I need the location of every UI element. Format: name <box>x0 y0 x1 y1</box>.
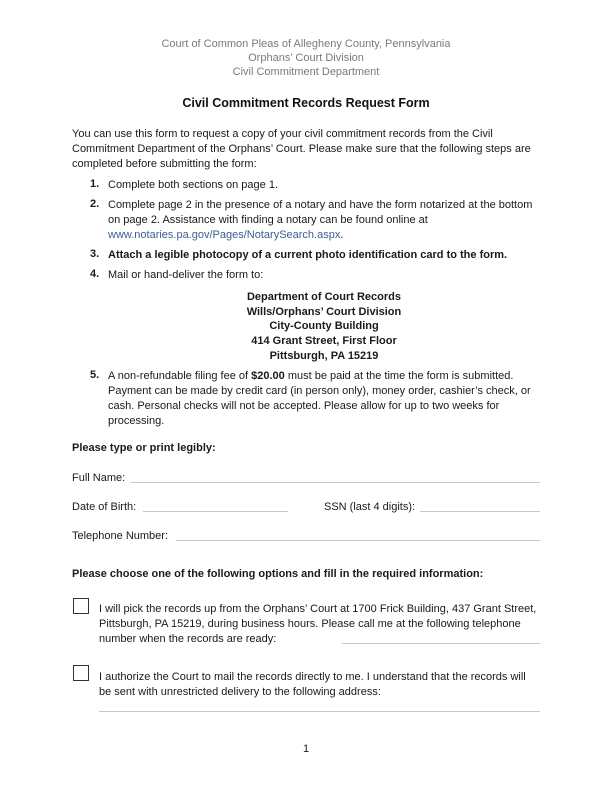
options-heading: Please choose one of the following options and fill in the required information: <box>72 568 484 580</box>
division-name: Orphans’ Court Division <box>248 52 364 64</box>
step-2-number: 2. <box>90 198 100 210</box>
step-1-text: Complete both sections on page 1. <box>108 179 279 191</box>
mail-option-checkbox[interactable] <box>73 665 89 681</box>
pickup-telephone-field[interactable] <box>342 643 540 644</box>
step-5-post: must be paid at the time the form is submitted. Payment can be made by credit card (in person only), money order, cashier’s check, or cash. Personal checks will not be accepted. Please allow for up to two weeks for processing. <box>108 370 531 427</box>
step-3-text: Attach a legible photocopy of a current photo identification card to the form. <box>108 249 508 261</box>
full-name-field[interactable] <box>131 482 540 483</box>
pickup-option-checkbox[interactable] <box>73 598 89 614</box>
address-line-1: Department of Court Records <box>246 291 402 303</box>
page-number: 1 <box>302 743 310 755</box>
personal-info-heading: Please type or print legibly: <box>72 442 216 454</box>
ssn-label: SSN (last 4 digits): <box>324 501 416 513</box>
address-line-3: City-County Building <box>269 320 379 332</box>
mailing-address-field[interactable] <box>99 711 540 712</box>
step-4-number: 4. <box>90 268 100 280</box>
step-2-text <box>108 198 540 243</box>
step-3-number: 3. <box>90 248 100 260</box>
filing-fee: $20.00 <box>251 370 285 382</box>
court-name: Court of Common Pleas of Allegheny County, Pennsylvania <box>161 38 451 50</box>
address-line-5: Pittsburgh, PA 15219 <box>269 350 379 362</box>
telephone-field[interactable] <box>176 540 540 541</box>
intro-paragraph: You can use this form to request a copy of your civil commitment records from the Civil Commitment Department of the Orphans’ Court. Please make sure that the following steps are completed before submitting the form: <box>72 128 531 170</box>
form-title: Civil Commitment Records Request Form <box>182 96 430 110</box>
address-line-4: 414 Grant Street, First Floor <box>251 335 397 347</box>
dob-label: Date of Birth: <box>72 501 137 513</box>
step-4-text: Mail or hand-deliver the form to: <box>108 269 264 281</box>
dob-field[interactable] <box>143 511 288 512</box>
pickup-option-text: I will pick the records up from the Orphans’ Court at 1700 Frick Building, 437 Grant Street, Pittsburgh, PA 15219, during business hours. Please call me at the following telephone number when the records are ready: <box>99 603 537 645</box>
step-2-body: Complete page 2 in the presence of a notary and have the form notarized at the bottom on page 2. Assistance with finding a notary can be found online at <box>108 199 533 226</box>
step-2-period: . <box>340 229 344 241</box>
full-name-label: Full Name: <box>72 472 126 484</box>
step-5-text <box>108 369 540 429</box>
mail-option-text: I authorize the Court to mail the records directly to me. I understand that the records will be sent with unrestricted delivery to the following address: <box>99 671 526 698</box>
department-name: Civil Commitment Department <box>232 66 380 78</box>
step-5-number: 5. <box>90 369 100 381</box>
step-1-number: 1. <box>90 178 100 190</box>
telephone-label: Telephone Number: <box>72 530 169 542</box>
notary-search-link[interactable]: www.notaries.pa.gov/Pages/NotarySearch.aspx <box>108 229 341 241</box>
address-line-2: Wills/Orphans’ Court Division <box>246 306 402 318</box>
step-5-pre: A non-refundable filing fee of <box>108 370 252 382</box>
ssn-field[interactable] <box>420 511 540 512</box>
